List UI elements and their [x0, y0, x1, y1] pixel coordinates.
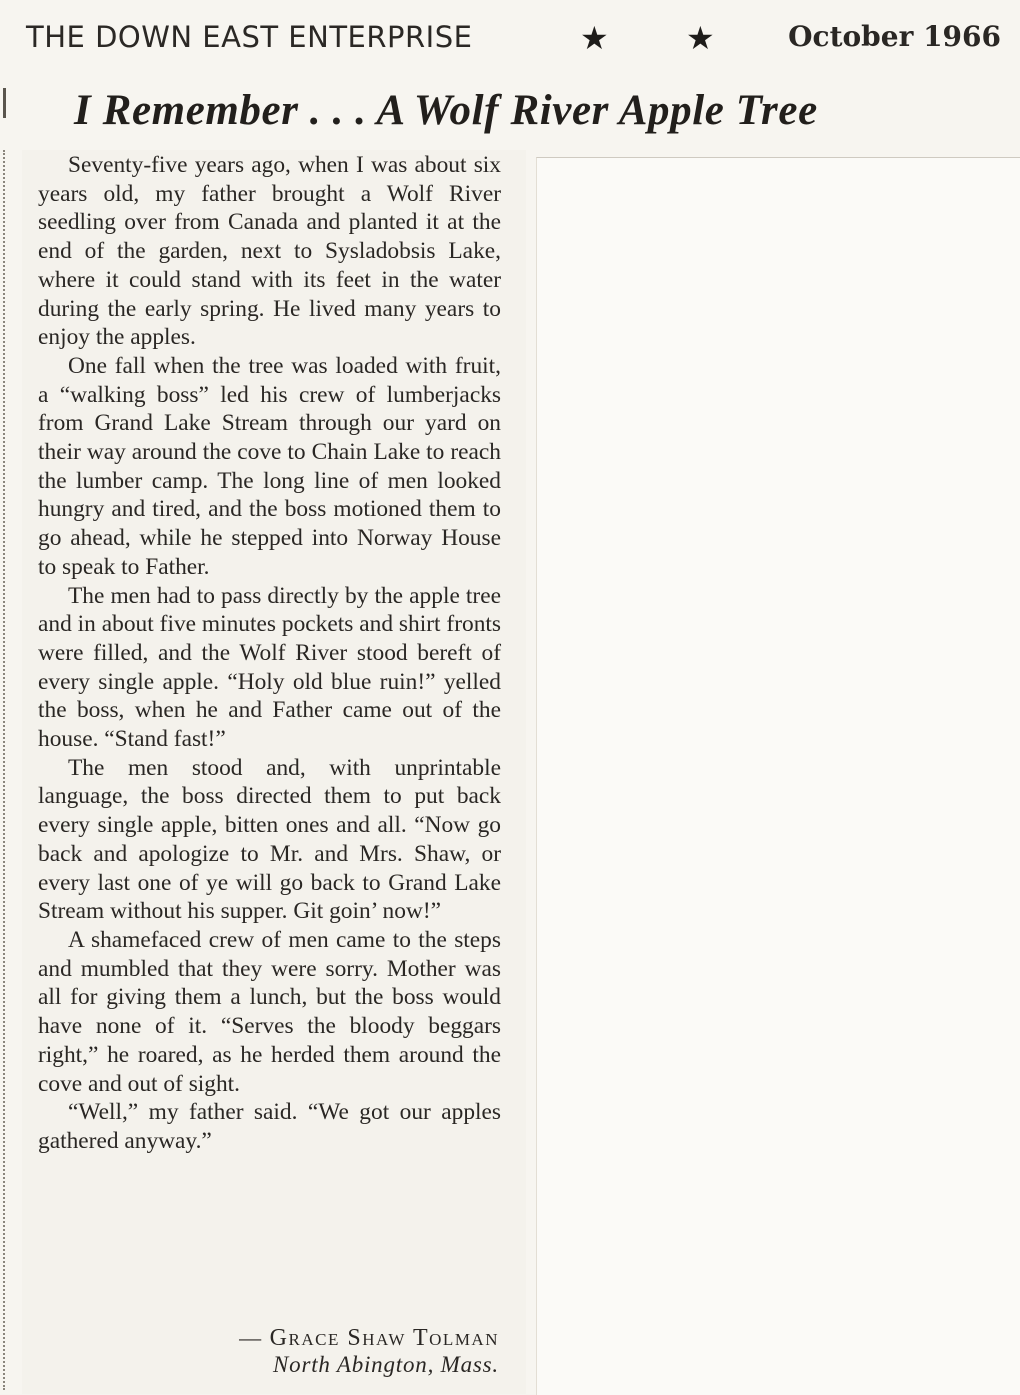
article-headline: I Remember . . . A Wolf River Apple Tree: [74, 87, 818, 134]
article-body: [38, 151, 501, 1156]
star-icon: ★: [580, 20, 609, 56]
paragraph: Seventy-five years ago, when I was about six years old, my father brought a Wolf River seedling over from Canada and planted it at the end of the garden, next to Sysladobsis Lake, where it could stand with its feet in the water during the early spring. He lived many years to enjoy the apples.: [38, 152, 501, 351]
paragraph: One fall when the tree was loaded with fruit, a “walking boss” led his crew of lumberjacks from Grand Lake Stream through our yard on their way around the cove to Chain Lake to reach the lumber camp. The long line of men looked hungry and tired, and the boss motioned them to go ahead, while he stepped into Norway House to speak to Father.: [38, 352, 501, 580]
author-location: North Abington, Mass.: [273, 1352, 499, 1377]
torn-edge-mark: [3, 88, 6, 118]
paragraph: A shamefaced crew of men came to the steps and mumbled that they were sorry. Mother was all for giving them a lunch, but the boss would have none of it. “Serves the bloody beggars right,” he roared, as he herded them around the cove and out of sight.: [38, 926, 501, 1097]
paragraph: The men stood and, with unprintable language, the boss directed them to put back every single apple, bitten ones and all. “Now go back and apologize to Mr. and Mrs. Shaw, or every last one of ye will go back to Grand Lake Stream without his supper. Git goin’ now!”: [38, 754, 501, 925]
star-icon: ★: [686, 20, 715, 56]
paragraph: The men had to pass directly by the apple tree and in about five minutes pockets and shirt fronts were filled, and the Wolf River stood bereft of every single apple. “Holy old blue ruin!” yelled the boss, when he and Father came out of the house. “Stand fast!”: [38, 582, 501, 753]
publication-name: THE DOWN EAST ENTERPRISE: [26, 20, 473, 54]
paragraph: “Well,” my father said. “We got our apples gathered anyway.”: [38, 1099, 501, 1154]
byline-dash: —: [239, 1325, 270, 1350]
blank-paste-area: [536, 157, 1020, 1395]
author-name: Grace Shaw Tolman: [269, 1325, 499, 1351]
masthead: [26, 20, 1001, 60]
author-byline: [38, 1325, 499, 1352]
perforated-edge: [3, 150, 5, 1390]
issue-date: October 1966: [788, 20, 1001, 53]
